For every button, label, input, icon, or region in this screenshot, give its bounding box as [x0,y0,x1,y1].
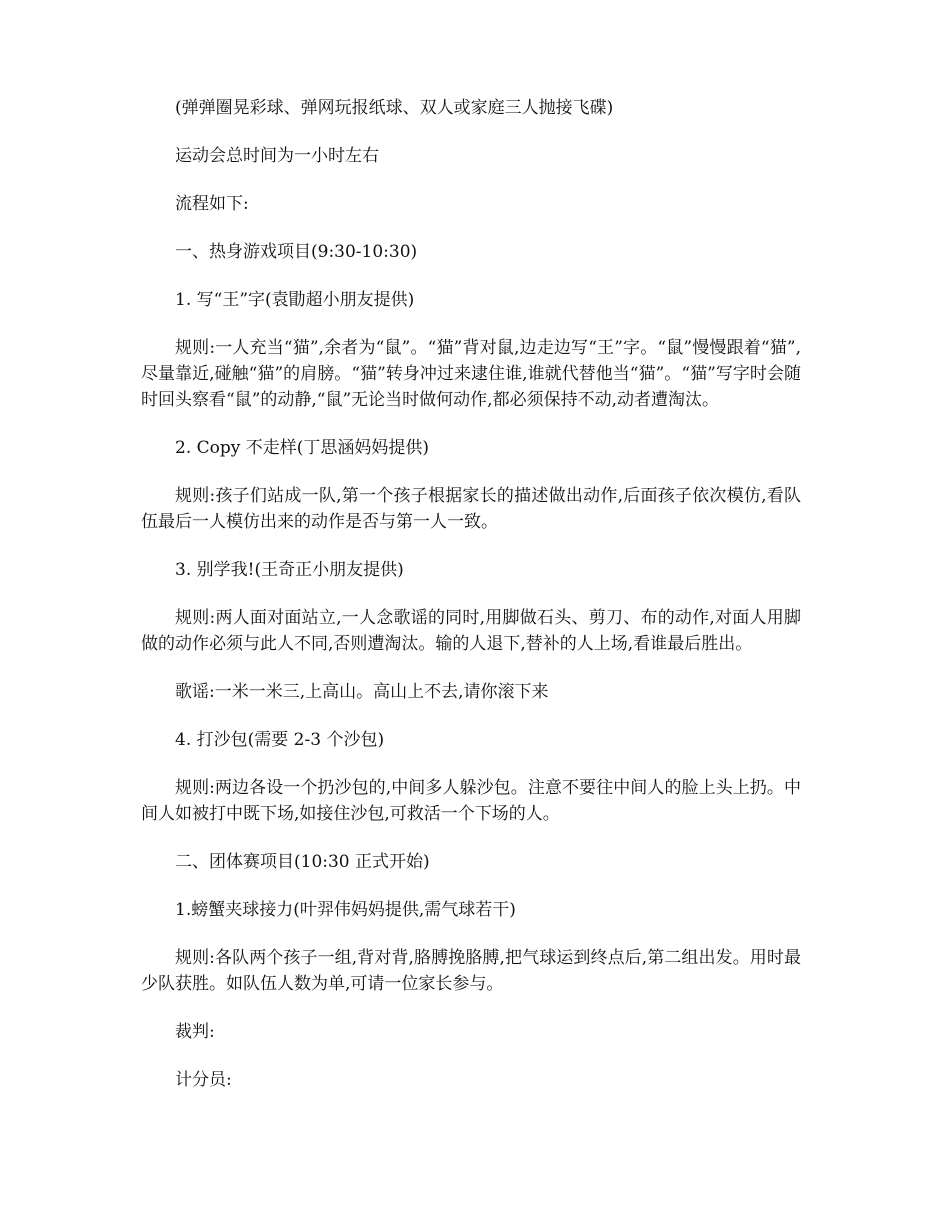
scorekeeper-label: 计分员: [175,1070,232,1090]
game-3-rules: 规则:两人面对面站立,一人念歌谣的同时,用脚做石头、剪刀、布的动作,对面人用脚做的动作必须与此人不同,否则遭淘汰。输的人退下,替补的人上场,看谁最后胜出。 [141,608,801,654]
game-3-rhyme: 歌谣:一米一米三,上高山。高山上不去,请你滚下来 [175,682,549,702]
section-team-heading: 二、团体赛项目(10:30 正式开始) [175,852,430,872]
game-2-rules: 规则:孩子们站成一队,第一个孩子根据家长的描述做出动作,后面孩子依次模仿,看队伍最后一人模仿出来的动作是否与第一人一致。 [141,486,801,532]
game-3-title: 3. 别学我!(王奇正小朋友提供) [175,560,404,580]
game-4-rules: 规则:两边各设一个扔沙包的,中间多人躲沙包。注意不要往中间人的脸上头上扔。中间人如被打中既下场,如接住沙包,可救活一个下场的人。 [141,778,801,824]
team-game-1-rules: 规则:各队两个孩子一组,背对背,胳膊挽胳膊,把气球运到终点后,第二组出发。用时最少队获胜。如队伍人数为单,可请一位家长参与。 [141,948,801,994]
total-duration: 运动会总时间为一小时左右 [175,146,379,166]
game-1-title: 1. 写“王”字(袁勖超小朋友提供) [175,290,415,310]
intro-activities: (弹弹圈晃彩球、弹网玩报纸球、双人或家庭三人抛接飞碟) [175,98,614,118]
referee-label: 裁判: [175,1022,215,1042]
team-game-1-title: 1.螃蟹夹球接力(叶羿伟妈妈提供,需气球若干) [175,900,516,920]
section-warmup-heading: 一、热身游戏项目(9:30-10:30) [175,242,418,262]
game-4-title: 4. 打沙包(需要 2-3 个沙包) [175,730,385,750]
game-2-title: 2. Copy 不走样(丁思涵妈妈提供) [175,438,430,458]
game-1-rules: 规则:一人充当“猫”,余者为“鼠”。“猫”背对鼠,边走边写“王”字。“鼠”慢慢跟着“猫”,尽量靠近,碰触“猫”的肩膀。“猫”转身冲过来逮住谁,谁就代替他当“猫”。“猫”写字时会随时回头察看“鼠”的动静,“鼠”无论当时做何动作,都必须保持不动,动者遭淘汰。 [141,338,801,410]
schedule-heading: 流程如下: [175,194,249,214]
document-page [141,95,801,1093]
